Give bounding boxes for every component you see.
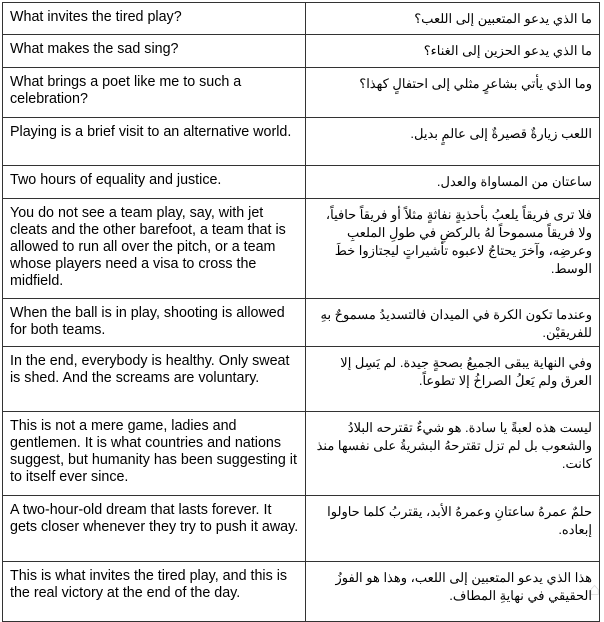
table-row [3,118,600,166]
english-cell: This is what invites the tired play, and this is the real victory at the end of the day. [3,562,306,622]
english-cell: What makes the sad sing? [3,35,306,68]
english-cell: What invites the tired play? [3,3,306,35]
english-cell: In the end, everybody is healthy. Only sweat is shed. And the screams are voluntary. [3,347,306,412]
table-row [3,166,600,199]
arabic-cell: فلا ترى فريقاً يلعبُ بأحذيةٍ نفاثةٍ مثلاً أو فريقاً حافياً، ولا فريقاً مسموحاً لهُ بالركضِ في طولِ الملعبِ وعرضِه، وآخرَ يحتاجُ لاعبوه تأشيراتٍ ليجتازوا خطَ الوسط. [306,199,600,299]
table-row [3,562,600,622]
arabic-cell: هذا الذي يدعو المتعبين إلى اللعب، وهذا هو الفوزُ الحقيقي في نهايةِ المطاف. [306,562,600,622]
table-row [3,3,600,35]
english-cell: You do not see a team play, say, with jet cleats and the other barefoot, a team that is allowed to run all over the pitch, or a team whose players need a visa to cross the midfield. [3,199,306,299]
arabic-cell: اللعب زيارةٌ قصيرةٌ إلى عالمٍ بديل. [306,118,600,166]
table-row [3,299,600,347]
table-row [3,68,600,118]
arabic-cell: ساعتان من المساواة والعدل. [306,166,600,199]
arabic-cell: ليست هذه لعبةً يا سادة. هو شيءٌ تقترحه البلادُ والشعوب بل لم تزل تقترحهُ البشريةُ على نفسها منذ كانت. [306,412,600,496]
arabic-cell: وما الذي يأتي بشاعرٍ مثلي إلى احتفالٍ كهذا؟ [306,68,600,118]
arabic-cell: ما الذي يدعو المتعبين إلى اللعب؟ [306,3,600,35]
arabic-cell: ما الذي يدعو الحزين إلى الغناء؟ [306,35,600,68]
english-cell: Two hours of equality and justice. [3,166,306,199]
table-row [3,347,600,412]
table-row [3,496,600,562]
english-cell: This is not a mere game, ladies and gentlemen. It is what countries and nations suggest, but humanity has been suggesting it to itself ever since. [3,412,306,496]
table-row [3,412,600,496]
english-cell: When the ball is in play, shooting is allowed for both teams. [3,299,306,347]
english-cell: A two-hour-old dream that lasts forever. It gets closer whenever they try to push it away. [3,496,306,562]
english-cell: What brings a poet like me to such a celebration? [3,68,306,118]
watermark-logo: ⌂ [589,579,600,599]
arabic-cell: وعندما تكون الكرة في الميدان فالتسديدُ مسموحٌ بهِ للفريقيْن. [306,299,600,347]
table-row [3,35,600,68]
translation-table [2,2,600,622]
table-row [3,199,600,299]
arabic-cell: حلمٌ عمرهُ ساعتانِ وعمرهُ الأبد، يقتربُ كلما حاولوا إبعاده. [306,496,600,562]
arabic-cell: وفي النهاية يبقى الجميعُ بصحةٍ جيدة. لم يَسِل إلا العرق ولم يَعلُ الصراخُ إلا تطوعاً. [306,347,600,412]
english-cell: Playing is a brief visit to an alternative world. [3,118,306,166]
